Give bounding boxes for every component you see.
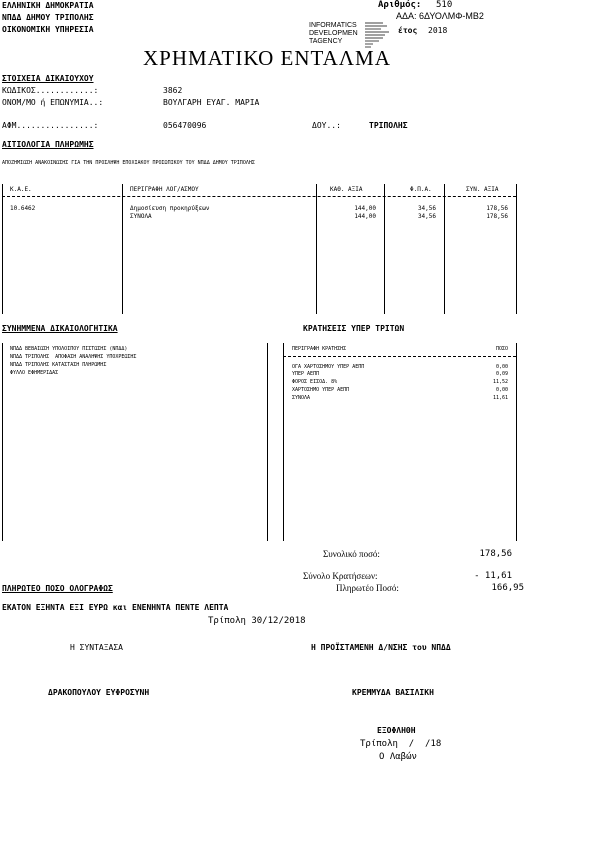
deduction-amount: 0,09 bbox=[495, 371, 508, 377]
receipt-recipient: Ο Λαβών bbox=[379, 752, 417, 762]
row-vat: 34,56 bbox=[417, 213, 436, 220]
row-description: ΣΥΝΟΛΑ bbox=[130, 213, 152, 220]
doy-label: ΔΟΥ..: bbox=[312, 121, 341, 130]
logo-line-2: DEVELOPMEN bbox=[309, 30, 358, 37]
payable-value: 166,95 bbox=[491, 583, 524, 593]
drafter-role: Η ΣΥΝΤΑΞΑΣΑ bbox=[70, 643, 123, 652]
col-header-gross: ΣΥΝ. ΑΞΙΑ bbox=[466, 186, 499, 193]
documents-border-right bbox=[267, 343, 268, 541]
org-name-1: ΕΛΛΗΝΙΚΗ ΔΗΜΟΚΡΑΤΙΑ bbox=[2, 1, 94, 10]
deductions-total-value: - 11,61 bbox=[474, 571, 512, 581]
col-header-description: ΠΕΡΙΓΡΑΦΗ ΛΟΓ/ΑΣΜΟΥ bbox=[130, 186, 199, 193]
year-label: έτος bbox=[398, 26, 418, 35]
document-item: ΦΥΛΛΟ ΕΦΗΜΕΡΙΔΑΣ bbox=[10, 370, 59, 376]
org-name-2: ΝΠΔΔ ΔΗΜΟΥ ΤΡΙΠΟΛΗΣ bbox=[2, 13, 94, 22]
afm-label: ΑΦΜ................: bbox=[2, 121, 99, 130]
deduction-description: ΥΠΕΡ ΑΕΠΠ bbox=[292, 371, 320, 377]
director-name: ΚΡΕΜΜΥΔΑ ΒΑΣΙΛΙΚΗ bbox=[352, 688, 434, 697]
table-divider bbox=[384, 184, 385, 314]
table-header-rule bbox=[2, 196, 516, 197]
name-value: ΒΟΥΛΓΑΡΗ ΕΥΑΓ. ΜΑΡΙΑ bbox=[163, 98, 260, 107]
director-role: Η ΠΡΟΪΣΤΑΜΕΝΗ Δ/ΝΣΗΣ του ΝΠΔΔ bbox=[311, 643, 451, 652]
table-divider bbox=[122, 184, 123, 314]
document-number-value: 510 bbox=[436, 0, 453, 10]
deductions-col-description: ΠΕΡΙΓΡΑΦΗ ΚΡΑΤΗΣΗΣ bbox=[292, 346, 347, 352]
row-description: Δημοσίευση προκηρύξεων bbox=[130, 205, 210, 212]
table-divider bbox=[444, 184, 445, 314]
row-gross: 178,56 bbox=[486, 205, 508, 212]
deduction-amount: 0,00 bbox=[495, 387, 508, 393]
logo-line-1: INFORMATICS bbox=[309, 22, 357, 29]
doy-value: ΤΡΙΠΟΛΗΣ bbox=[369, 121, 408, 130]
table-divider bbox=[316, 184, 317, 314]
deductions-border-left bbox=[283, 343, 284, 541]
code-label: ΚΩΔΙΚΟΣ............: bbox=[2, 86, 99, 95]
table-border-right bbox=[516, 184, 517, 314]
deduction-description: ΧΑΡΤΟΣΗΜΟ ΥΠΕΡ ΑΕΠΠ bbox=[292, 387, 350, 393]
col-header-net: ΚΑΘ. ΑΞΙΑ bbox=[330, 186, 363, 193]
amount-in-words: ΕΚΑΤΟΝ ΕΞΗΝΤΑ ΕΞΙ ΕΥΡΩ και ΕΝΕΝΗΝΤΑ ΠΕΝΤΕ ΛΕΠΤΑ bbox=[2, 603, 229, 612]
reason-text: ΑΠΟΖΗΜΙΩΣΗ ΑΝΑΚΟΙΝΩΣΗΣ ΓΙΑ ΤΗΝ ΠΡΟΣΛΗΨΗ ΕΠΟΧΙΑΚΟΥ ΠΡΟΣΩΠΙΚΟΥ ΤΟΥ ΝΠΔΔ ΔΗΜΟΥ ΤΡΙΠΟΛΗΣ bbox=[2, 160, 255, 166]
total-value: 178,56 bbox=[479, 549, 512, 559]
row-gross: 178,56 bbox=[486, 213, 508, 220]
col-header-kae: Κ.Α.Ε. bbox=[10, 186, 32, 193]
row-net: 144,00 bbox=[354, 205, 376, 212]
org-name-3: ΟΙΚΟΝΟΜΙΚΗ ΥΠΗΡΕΣΙΑ bbox=[2, 25, 94, 34]
beneficiary-heading: ΣΤΟΙΧΕΙΑ ΔΙΚΑΙΟΥΧΟΥ bbox=[2, 74, 94, 83]
col-header-vat: Φ.Π.Α. bbox=[410, 186, 432, 193]
payable-label: Πληρωτέο Ποσό: bbox=[336, 583, 399, 593]
receipt-title: ΕΞΟΦΛΗΘΗ bbox=[377, 726, 416, 735]
reason-heading: ΑΙΤΙΟΛΟΓΙΑ ΠΛΗΡΩΜΗΣ bbox=[2, 140, 94, 149]
row-net: 144,00 bbox=[354, 213, 376, 220]
documents-heading: ΣΥΝΗΜΜΕΝΑ ΔΙΚΑΙΟΛΟΓΗΤΙΚΑ bbox=[2, 324, 118, 333]
table-border-left bbox=[2, 184, 3, 314]
afm-value: 056470096 bbox=[163, 121, 207, 130]
deduction-description: ΣΥΝΟΛΑ bbox=[292, 395, 311, 401]
row-vat: 34,56 bbox=[417, 205, 436, 212]
deduction-amount: 0,00 bbox=[495, 364, 508, 370]
deduction-description: ΟΓΑ ΧΑΡΤΟΣΗΜΟΥ ΥΠΕΡ ΑΕΠΠ bbox=[292, 364, 365, 370]
document-item: ΝΠΔΔ ΤΡΙΠΟΛΗΣ ΚΑΤΑΣΤΑΣΗ ΠΛΗΡΩΜΗΣ bbox=[10, 362, 107, 368]
drafter-name: ΔΡΑΚΟΠΟΥΛΟΥ ΕΥΦΡΟΣΥΝΗ bbox=[48, 688, 150, 697]
year-value: 2018 bbox=[428, 26, 448, 35]
documents-border-left bbox=[2, 343, 3, 541]
deductions-total-label: Σύνολο Κρατήσεων: bbox=[303, 571, 378, 581]
total-label: Συνολικό ποσό: bbox=[323, 549, 380, 559]
document-item: ΝΠΔΔ ΒΕΒΑΙΩΣΗ ΥΠΟΛΟΙΠΟΥ ΠΙΣΤΩΣΗΣ (ΝΠΔΔ) bbox=[10, 346, 128, 352]
document-item: ΝΠΔΔ ΤΡΙΠΟΛΗΣ ΑΠΟΦΑΣΗ ΑΝΑΛΗΨΗΣ ΥΠΟΧΡΕΩΣΗΣ bbox=[10, 354, 137, 360]
place-and-date: Τρίπολη 30/12/2018 bbox=[208, 616, 306, 626]
row-kae: 10.6462 bbox=[10, 205, 36, 212]
deductions-header-rule bbox=[283, 356, 516, 357]
code-value: 3862 bbox=[163, 86, 183, 95]
amount-words-heading: ΠΛΗΡΩΤΕΟ ΠΟΣΟ ΟΛΟΓΡΑΦΩΣ bbox=[2, 584, 113, 593]
deductions-border-right bbox=[516, 343, 517, 541]
deduction-amount: 11,61 bbox=[492, 395, 508, 401]
deduction-description: ΦΟΡΟΣ ΕΙΣΟΔ. 8% bbox=[292, 379, 338, 385]
deductions-col-amount: ΠΟΣΟ bbox=[495, 346, 508, 352]
deduction-amount: 11,52 bbox=[492, 379, 508, 385]
receipt-date: Τρίπολη / /18 bbox=[360, 739, 442, 749]
logo-line-3: TAGENCY bbox=[309, 38, 343, 45]
ada-code: ΑΔΑ: 6ΔΥΟΛΜΦ-ΜΒ2 bbox=[396, 11, 484, 21]
document-number-label: Αριθμός: bbox=[378, 0, 422, 10]
page-title: ΧΡΗΜΑΤΙΚΟ ΕΝΤΑΛΜΑ bbox=[143, 46, 391, 70]
name-label: ΟΝΟΜ/ΜΟ ή ΕΠΩΝΥΜΙΑ..: bbox=[2, 98, 104, 107]
deductions-heading: ΚΡΑΤΗΣΕΙΣ ΥΠΕΡ ΤΡΙΤΩΝ bbox=[303, 324, 405, 333]
